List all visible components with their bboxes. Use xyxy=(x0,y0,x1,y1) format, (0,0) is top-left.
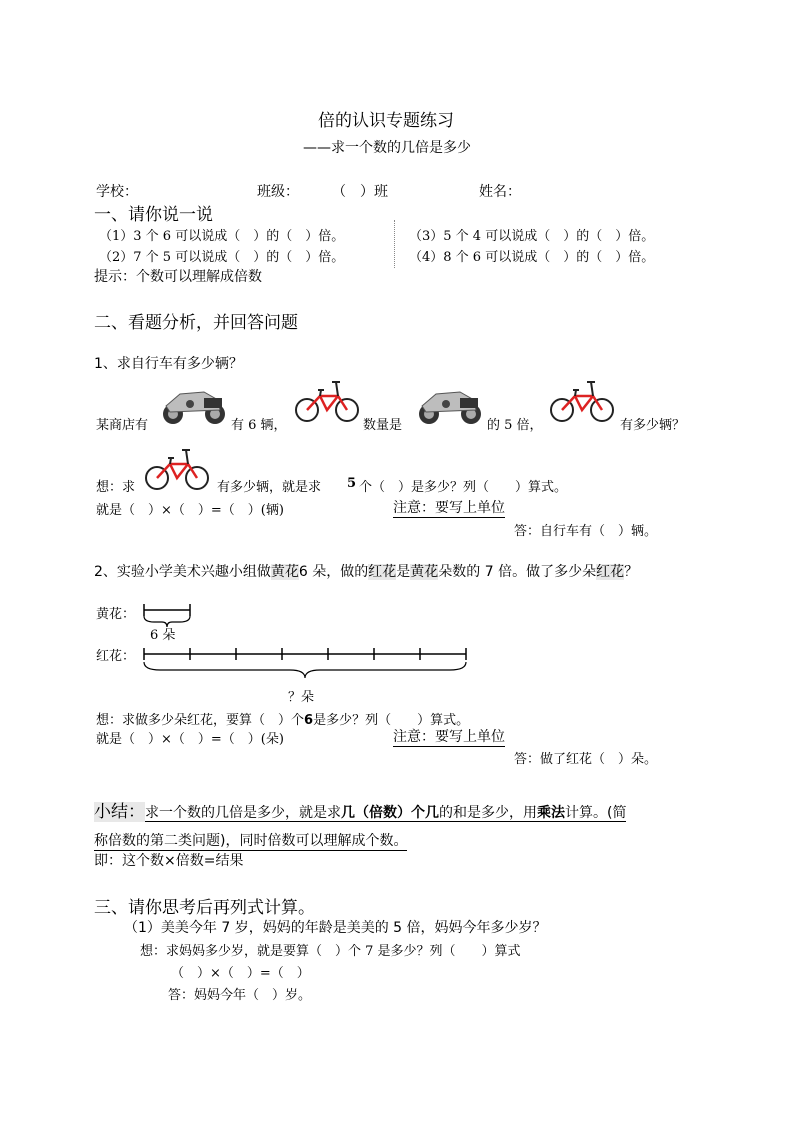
q1-answer: 答：自行车有（ ）辆。 xyxy=(514,524,658,539)
page-subtitle: ——求一个数的几倍是多少 xyxy=(303,140,471,156)
q2-calc: 就是（ ）×（ ）=（ ）(朵) xyxy=(96,732,284,747)
section1-heading: 一、请你说一说 xyxy=(94,205,213,225)
section2-heading: 二、看题分析，并回答问题 xyxy=(94,313,298,333)
summary-label: 小结： xyxy=(94,802,145,822)
q1-think: 想：求 xyxy=(96,480,136,495)
yellow-label: 黄花： xyxy=(96,607,136,622)
q1-text: 有 6 辆， xyxy=(231,418,287,433)
summary-line2: 称倍数的第二类问题)，同时倍数可以理解成个数。 xyxy=(94,830,407,851)
bicycle-icon xyxy=(549,376,615,424)
class-blank: （ ）班 xyxy=(332,184,388,200)
q1-text: 有多少辆？ xyxy=(620,418,686,433)
q2-answer: 答：做了红花（ ）朵。 xyxy=(514,752,658,767)
exercise-item: （2）7 个 5 可以说成（ ）的（ ）倍。 xyxy=(99,250,345,265)
bicycle-icon xyxy=(144,444,210,492)
q2-note: 注意：要写上单位 xyxy=(393,726,505,747)
class-label: 班级： xyxy=(257,184,299,200)
hint-text: 提示：个数可以理解成倍数 xyxy=(94,269,262,285)
motorcycle-icon xyxy=(416,384,484,426)
q1-think: 有多少辆，就是求 xyxy=(217,480,322,495)
s3-answer: 答：妈妈今年（ ）岁。 xyxy=(168,988,312,1003)
q1-text: 某商店有 xyxy=(96,418,149,433)
q1-think: 个（ ）是多少？列（ ）算式。 xyxy=(359,480,568,495)
q1-think: 5 xyxy=(347,476,357,491)
exercise-item: （3）5 个 4 可以说成（ ）的（ ）倍。 xyxy=(409,229,655,244)
s3-calc: （ ）×（ ）=（ ） xyxy=(171,966,310,981)
red-segment-diagram xyxy=(140,640,480,684)
page-title: 倍的认识专题练习 xyxy=(318,111,454,131)
s3-think: 想：求妈妈多少岁，就是要算（ ）个 7 是多少？列（ ）算式 xyxy=(140,944,521,959)
bicycle-icon xyxy=(294,376,360,424)
q1-text: 的 5 倍， xyxy=(487,418,543,433)
column-divider xyxy=(394,220,395,268)
q1-note: 注意：要写上单位 xyxy=(393,497,505,518)
q1-calc: 就是（ ）×（ ）=（ ）(辆) xyxy=(96,503,284,518)
exercise-item: （4）8 个 6 可以说成（ ）的（ ）倍。 xyxy=(409,250,655,265)
section3-heading: 三、请你思考后再列式计算。 xyxy=(94,898,315,918)
exercise-item: （1）3 个 6 可以说成（ ）的（ ）倍。 xyxy=(99,229,345,244)
name-label: 姓名： xyxy=(479,184,521,200)
q2-title: 2、实验小学美术兴趣小组做黄花6 朵，做的红花是黄花朵数的 7 倍。做了多少朵红花？ xyxy=(94,564,639,580)
school-label: 学校： xyxy=(96,184,138,200)
motorcycle-icon xyxy=(160,384,228,426)
red-count: ？朵 xyxy=(288,690,315,705)
summary-line3: 即：这个数×倍数=结果 xyxy=(94,853,244,869)
s3-question: （1）美美今年 7 岁，妈妈的年龄是美美的 5 倍，妈妈今年多少岁？ xyxy=(124,920,547,936)
summary-line1: 小结：求一个数的几倍是多少，就是求几（倍数）个几的和是多少，用乘法计算。(简 xyxy=(94,802,627,822)
yellow-count: 6 朵 xyxy=(150,628,176,643)
q2-think: 想：求做多少朵红花，要算（ ）个6是多少？列（ ）算式。 xyxy=(96,713,470,728)
q1-title: 1、求自行车有多少辆？ xyxy=(94,356,243,372)
q1-text: 数量是 xyxy=(363,418,403,433)
red-label: 红花： xyxy=(96,649,136,664)
